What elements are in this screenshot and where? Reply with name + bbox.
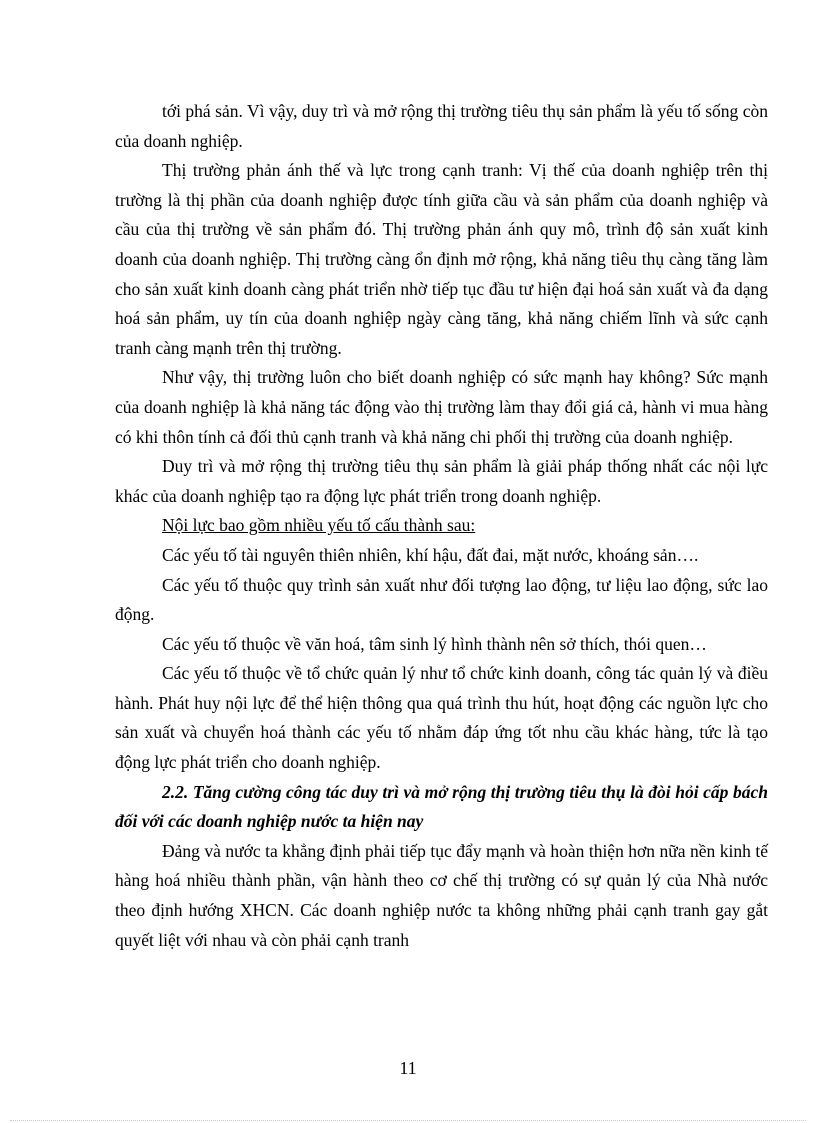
- paragraph-5: Các yếu tố tài nguyên thiên nhiên, khí hậu, đất đai, mặt nước, khoáng sản….: [162, 544, 699, 565]
- paragraph-1: tới phá sản. Vì vậy, duy trì và mở rộng thị trường tiêu thụ sản phẩm là yếu tố sống còn của doanh nghiệp.: [115, 101, 768, 151]
- paragraph-7: Các yếu tố thuộc về văn hoá, tâm sinh lý hình thành nên sở thích, thói quen…: [162, 633, 707, 654]
- paragraph-2: Thị trường phản ánh thế và lực trong cạnh tranh: Vị thế của doanh nghiệp trên thị trường là thị phần của doanh nghiệp được tính giữa cầu và sản phẩm của doanh nghiệp và cầu của thị trường về sản phẩm đó. Thị trường phản ánh quy mô, trình độ sản xuất kinh doanh của doanh nghiệp. Thị trường càng ổn định mở rộng, khả năng tiêu thụ càng tăng làm cho sản xuất kinh doanh càng phát triển nhờ tiếp tục đầu tư hiện đại hoá sản xuất và đa dạng hoá sản phẩm, uy tín của doanh nghiệp ngày càng tăng, khả năng chiếm lĩnh và sức cạnh tranh càng mạnh trên thị trường.: [115, 160, 768, 358]
- paragraph-9: Đảng và nước ta khẳng định phải tiếp tục đẩy mạnh và hoàn thiện hơn nữa nền kinh tế hàng hoá nhiều thành phần, vận hành theo cơ chế thị trường có sự quản lý của Nhà nước theo định hướng XHCN. Các doanh nghiệp nước ta không những phải cạnh tranh gay gắt quyết liệt với nhau và còn phải cạnh tranh: [115, 840, 768, 950]
- paragraph-4: Duy trì và mở rộng thị trường tiêu thụ sản phẩm là giải pháp thống nhất các nội lực khác của doanh nghiệp tạo ra động lực phát triển trong doanh nghiệp.: [115, 456, 768, 506]
- subheading-noi-luc: [115, 511, 768, 541]
- page-body: [115, 97, 768, 955]
- page-number: 11: [399, 1058, 417, 1078]
- paragraph-3: Như vậy, thị trường luôn cho biết doanh nghiệp có sức mạnh hay không? Sức mạnh của doanh nghiệp là khả năng tác động vào thị trường làm thay đổi giá cả, hành vi mua hàng có khi thôn tính cả đối thủ cạnh tranh và khả năng chi phối thị trường của doanh nghiệp.: [115, 367, 768, 447]
- page-bottom-divider: [10, 1120, 806, 1121]
- subheading-noi-luc-text: Nội lực bao gồm nhiều yếu tố cấu thành sau:: [162, 515, 476, 536]
- paragraph-6: Các yếu tố thuộc quy trình sản xuất như đối tượng lao động, tư liệu lao động, sức lao động.: [115, 574, 768, 625]
- paragraph-8: Các yếu tố thuộc về tổ chức quản lý như tổ chức kinh doanh, công tác quản lý và điều hành. Phát huy nội lực để thể hiện thông qua quá trình thu hút, hoạt động các nguồn lực cho sản xuất và chuyển hoá thành các yếu tố nhằm đáp ứng tốt nhu cầu khác hàng, tức là tạo động lực phát triển cho doanh nghiệp.: [115, 663, 768, 773]
- section-heading-2-2: 2.2. Tăng cường công tác duy trì và mở rộng thị trường tiêu thụ là đòi hỏi cấp bách đối với các doanh nghiệp nước ta hiện nay: [115, 781, 768, 832]
